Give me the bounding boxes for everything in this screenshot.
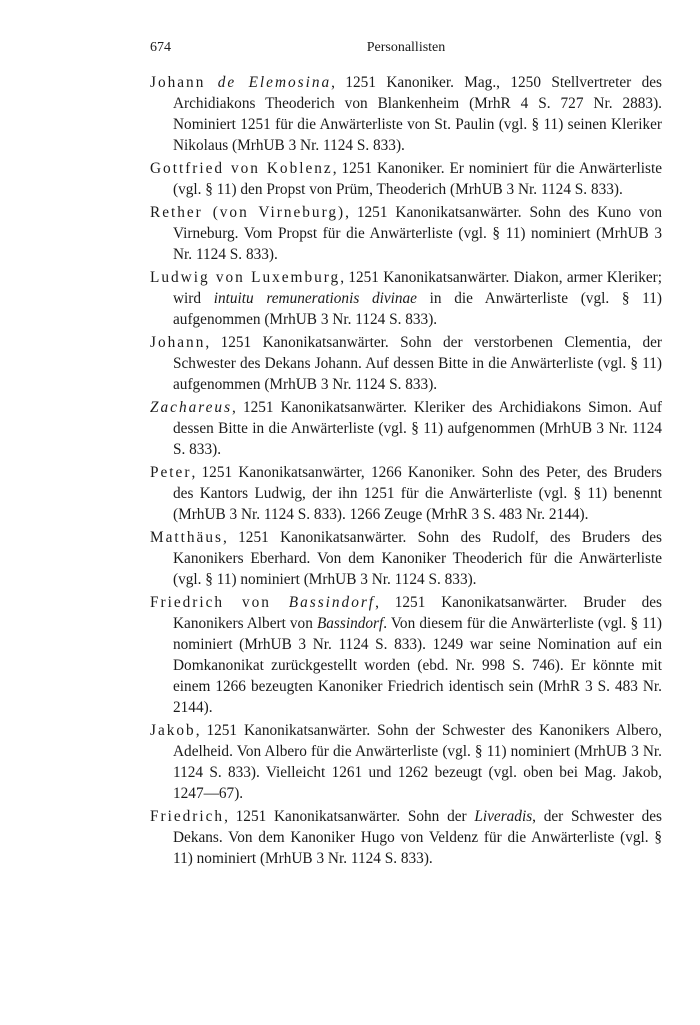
entry-name-text: Johann (150, 74, 218, 91)
entry-text: , 1251 Kanonikatsanwärter. Sohn der (224, 808, 475, 825)
entry-text: , 1251 Kanoniker. Er nominiert für die Anwärterliste (vgl. § 11) den Propst von Prüm, Theoderich (MrhUB 3 Nr. 1124 S. 833). (173, 160, 662, 198)
entry-name-text: Ludwig von Luxemburg (150, 269, 341, 286)
entry-name (150, 269, 340, 286)
entry-name-text: Rether (von Virneburg) (150, 204, 346, 221)
entry-text: , 1251 Kanonikatsanwärter. Diakon, armer Kleriker; wird (173, 269, 662, 307)
entry (150, 720, 662, 804)
page-header: Personallisten (366, 40, 446, 55)
entry-name (150, 722, 196, 739)
entry-name (150, 204, 345, 221)
entry (150, 332, 662, 395)
entry-name-text: Gottfried von Koblenz (150, 160, 333, 177)
entry-text: , 1251 Kanonikatsanwärter. Sohn der Schwester des Kanonikers Albero, Adelheid. Von Albero für die Anwärterliste (vgl. § 11) nominiert (MrhUB 3 Nr. 1124 S. 833). Vielleicht 1261 und 1262 bezeugt (vgl. oben bei Mag. Jakob, 1247—67). (173, 722, 662, 802)
entry-name (150, 74, 331, 91)
entry-text: , 1251 Kanonikatsanwärter. Sohn des Kuno von Virneburg. Vom Propst für die Anwärterliste (vgl. § 11) nominiert (MrhUB 3 Nr. 1124 S. 833). (173, 204, 662, 263)
entry-name (150, 594, 375, 611)
entry-name (150, 529, 223, 546)
entry (150, 397, 662, 460)
entry-name-italic: Zachareus (150, 399, 233, 416)
page-number: 674 (150, 40, 171, 55)
entry-text-post: in die Anwärterliste (vgl. § 11) aufgenommen (MrhUB 3 Nr. 1124 S. 833). (173, 290, 662, 328)
entry-name-text: Jakob (150, 722, 196, 739)
entry (150, 267, 662, 330)
entry-name (150, 160, 333, 177)
entry-name (150, 399, 232, 416)
entry (150, 202, 662, 265)
entry-name-text: Matthäus (150, 529, 223, 546)
entry (150, 462, 662, 525)
entry (150, 72, 662, 156)
entry-text: , 1251 Kanonikatsanwärter. Sohn der verstorbenen Clementia, der Schwester des Dekans Johann. Auf dessen Bitte in die Anwärterliste (vgl. § 11) aufgenommen (MrhUB 3 Nr. 1124 S. 833). (173, 334, 662, 393)
entry-list (150, 72, 662, 871)
entry-text-post: . Von diesem für die Anwärterliste (vgl. § 11) nominiert (MrhUB 3 Nr. 1124 S. 833). 1249 war seine Nomination auf ein Domkanonikat zurückgestellt worden (ebd. Nr. 998 S. 746). Er könnte mit einem 1266 bezeugten Kanoniker Friedrich identisch sein (MrhR 3 S. 483 Nr. 2144). (173, 615, 662, 716)
entry-name (150, 464, 191, 481)
entry-name-text: Friedrich (150, 808, 225, 825)
entry-text: , 1251 Kanonikatsanwärter, 1266 Kanoniker. Sohn des Peter, des Bruders des Kantors Ludwig, der ihn 1251 für die Anwärterliste (vgl. § 11) benennt (MrhUB 3 Nr. 1124 S. 833). 1266 Zeuge (MrhR 3 S. 483 Nr. 2144). (173, 464, 662, 523)
entry-text: , 1251 Kanonikatsanwärter. Kleriker des Archidiakons Simon. Auf dessen Bitte in die Anwärterliste (vgl. § 11) aufgenommen (MrhUB 3 Nr. 1124 S. 833). (173, 399, 662, 458)
running-head (150, 40, 662, 60)
entry (150, 592, 662, 718)
entry-name-text: Johann (150, 334, 206, 351)
entry-name-italic: Bassindorf (288, 594, 376, 611)
entry-text: , 1251 Kanonikatsanwärter. Bruder des Kanonikers Albert von (173, 594, 662, 632)
entry (150, 527, 662, 590)
entry-text: , 1251 Kanoniker. Mag., 1250 Stellvertreter des Archidiakons Theoderich von Blankenheim (MrhR 4 S. 727 Nr. 2883). Nominiert 1251 für die Anwärterliste von St. Paulin (vgl. § 11) seinen Kleriker Nikolaus (MrhUB 3 Nr. 1124 S. 833). (173, 74, 662, 154)
entry-text-italic: Bassindorf (316, 615, 384, 632)
entry-text-post: , der Schwester des Dekans. Von dem Kanoniker Hugo von Veldenz für die Anwärterliste (vgl. § 11) nominiert (MrhUB 3 Nr. 1124 S. 833). (173, 808, 662, 867)
entry (150, 158, 662, 200)
entry-name-text: Friedrich von (150, 594, 289, 611)
entry (150, 806, 662, 869)
entry-name-text: Peter (150, 464, 192, 481)
entry-name-italic: de Elemosina (217, 74, 332, 91)
entry-text-italic: intuitu remunerationis divinae (213, 290, 417, 307)
entry-text: , 1251 Kanonikatsanwärter. Sohn des Rudolf, des Bruders des Kanonikers Eberhard. Von dem Kanoniker Theoderich für die Anwärterliste (vgl. § 11) nominiert (MrhUB 3 Nr. 1124 S. 833). (173, 529, 662, 588)
entry-name (150, 808, 224, 825)
entry-name (150, 334, 205, 351)
entry-text-italic: Liveradis (474, 808, 533, 825)
